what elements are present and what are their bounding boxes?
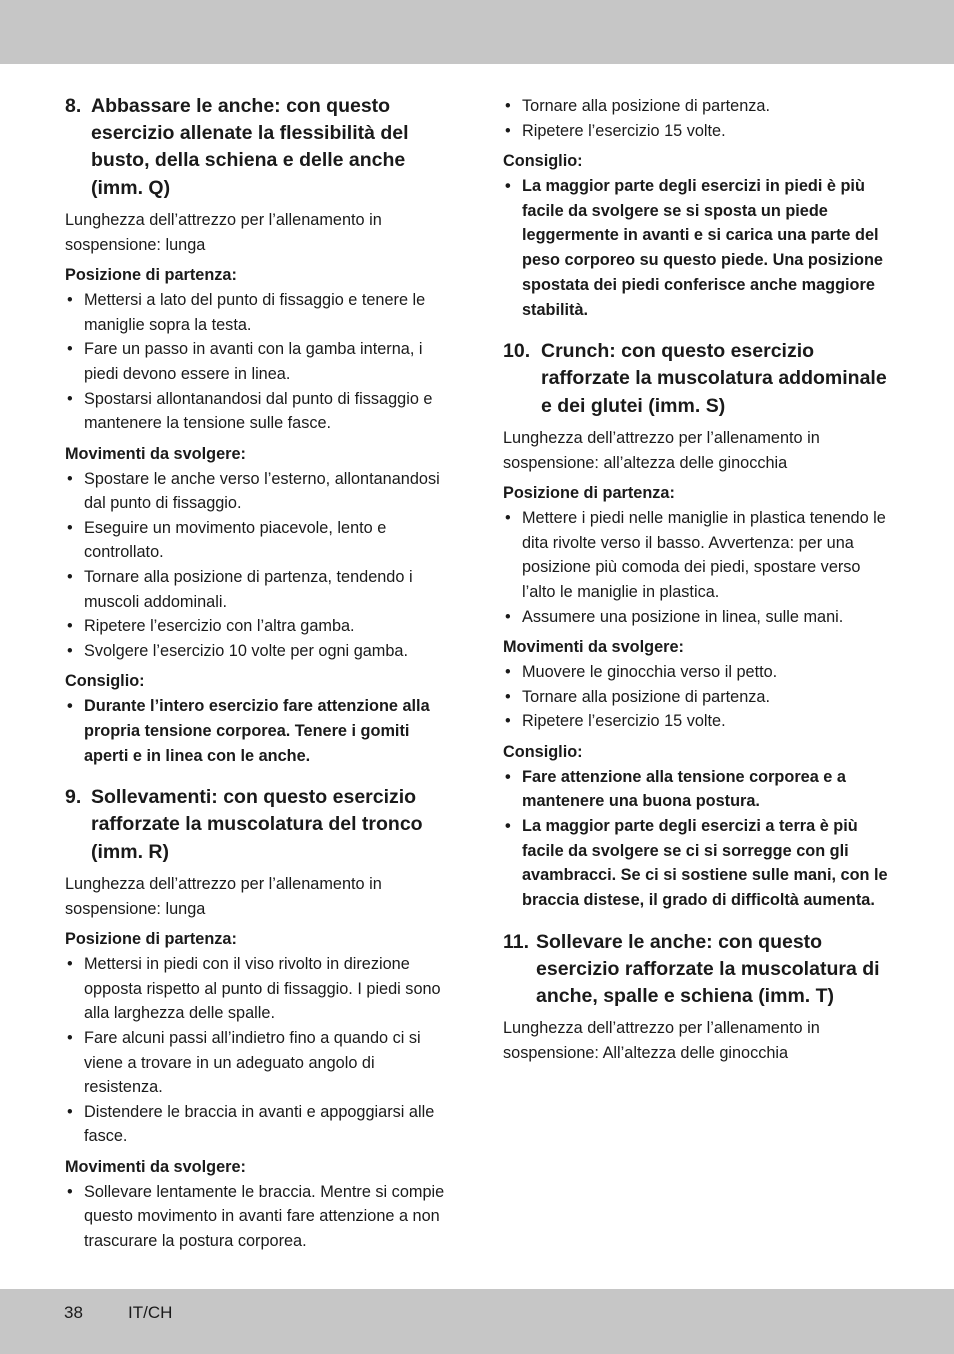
list-item: • Distendere le braccia in avanti e appoggiarsi alle fasce. (65, 1100, 455, 1149)
tip-list (503, 174, 893, 322)
equipment-length: Lunghezza dell’attrezzo per l’allenamento in sospensione: all’altezza delle ginocchia (503, 428, 820, 472)
list-item: • Fare un passo in avanti con la gamba interna, i piedi devono essere in linea. (65, 337, 455, 386)
list-item: • Ripetere l’esercizio 15 volte. (503, 709, 893, 734)
section-title: Sollevare le anche: con questo esercizio rafforzate la muscolatura di anche, spalle e schiena (imm. T) (536, 930, 880, 1008)
movements-label: Movimenti da svolgere: (65, 1157, 246, 1176)
start-position-list (65, 288, 455, 436)
start-position-list (65, 952, 455, 1149)
right-column (503, 94, 893, 1072)
list-item: • Muovere le ginocchia verso il petto. (503, 660, 893, 685)
section-title: Sollevamenti: con questo esercizio rafforzate la muscolatura del tronco (imm. R) (91, 786, 423, 863)
section-title: Crunch: con questo esercizio rafforzate la muscolatura addominale e dei glutei (imm. S) (541, 340, 887, 417)
movements-list-continued (503, 94, 893, 143)
list-item: • Mettersi in piedi con il viso rivolto in direzione opposta rispetto al punto di fissaggio. I piedi sono alla larghezza delle spalle. (65, 952, 455, 1026)
list-item: • Sollevare lentamente le braccia. Mentre si compie questo movimento in avanti fare attenzione a non trascurare la postura corporea. (65, 1180, 455, 1254)
section-heading-9 (65, 784, 455, 866)
tip-list (503, 765, 893, 913)
equipment-length: Lunghezza dell’attrezzo per l’allenamento in sospensione: All’altezza delle ginocchia (503, 1019, 820, 1063)
tip-label: Consiglio: (65, 672, 145, 691)
locale-label: IT/CH (128, 1303, 173, 1322)
list-item: • Tornare alla posizione di partenza. (503, 94, 893, 119)
list-item: • Assumere una posizione in linea, sulle mani. (503, 605, 893, 630)
start-position-label: Posizione di partenza: (65, 930, 237, 949)
list-item: • Durante l’intero esercizio fare attenzione alla propria tensione corporea. Tenere i gomiti aperti e in linea con le anche. (65, 694, 455, 768)
tip-label: Consiglio: (503, 152, 583, 171)
list-item: • Ripetere l’esercizio 15 volte. (503, 119, 893, 144)
tip-list (65, 694, 455, 768)
start-position-list (503, 506, 893, 629)
list-item: • La maggior parte degli esercizi in piedi è più facile da svolgere se si sposta un piede leggermente in avanti e si carica una parte del peso corporeo su questo piede. Una posizione spostata dei piedi conferisce anche maggiore stabilità. (503, 174, 893, 322)
section-number: 10. (503, 340, 531, 363)
section-number: 11. (503, 930, 530, 953)
list-item: • Fare alcuni passi all’indietro fino a quando ci si viene a trovare in un adeguato angolo di resistenza. (65, 1026, 455, 1100)
list-item: • La maggior parte degli esercizi a terra è più facile da svolgere se ci si sorregge con gli avambracci. Se ci si sostiene sulle mani, con le braccia distese, il grado di difficoltà aumenta. (503, 814, 893, 913)
section-heading-11 (503, 929, 893, 1011)
section-heading-10 (503, 338, 893, 420)
equipment-length: Lunghezza dell’attrezzo per l’allenamento in sospensione: lunga (65, 210, 382, 254)
start-position-label: Posizione di partenza: (65, 266, 237, 285)
list-item: • Mettersi a lato del punto di fissaggio e tenere le maniglie sopra la testa. (65, 288, 455, 337)
left-column (65, 93, 455, 1260)
movements-label: Movimenti da svolgere: (503, 638, 684, 657)
list-item: • Tornare alla posizione di partenza, tendendo i muscoli addominali. (65, 565, 455, 614)
list-item: • Tornare alla posizione di partenza. (503, 685, 893, 710)
movements-label: Movimenti da svolgere: (65, 444, 246, 463)
list-item: • Spostare le anche verso l’esterno, allontanandosi dal punto di fissaggio. (65, 467, 455, 516)
tip-label: Consiglio: (503, 742, 583, 761)
movements-list (65, 467, 455, 664)
movements-list (65, 1180, 455, 1254)
page-number: 38 (64, 1303, 83, 1322)
list-item: • Svolgere l’esercizio 10 volte per ogni gamba. (65, 639, 455, 664)
movements-list (503, 660, 893, 734)
section-heading-8 (65, 93, 455, 202)
list-item: • Mettere i piedi nelle maniglie in plastica tenendo le dita rivolte verso il basso. Avvertenza: per una posizione più comoda dei piedi, spostare verso l’alto le maniglie in plastica. (503, 506, 893, 604)
list-item: • Spostarsi allontanandosi dal punto di fissaggio e mantenere la tensione sulle fasce. (65, 387, 455, 436)
equipment-length: Lunghezza dell’attrezzo per l’allenamento in sospensione: lunga (65, 874, 382, 918)
header-band (0, 0, 954, 64)
section-number: 8. (65, 95, 82, 117)
list-item: • Eseguire un movimento piacevole, lento e controllato. (65, 516, 455, 565)
list-item: • Ripetere l’esercizio con l’altra gamba. (65, 614, 455, 639)
start-position-label: Posizione di partenza: (503, 484, 675, 503)
section-title: Abbassare le anche: con questo esercizio allenate la flessibilità del busto, della schiena e delle anche (imm. Q) (91, 95, 409, 199)
section-number: 9. (65, 786, 82, 809)
list-item: • Fare attenzione alla tensione corporea e a mantenere una buona postura. (503, 765, 893, 814)
